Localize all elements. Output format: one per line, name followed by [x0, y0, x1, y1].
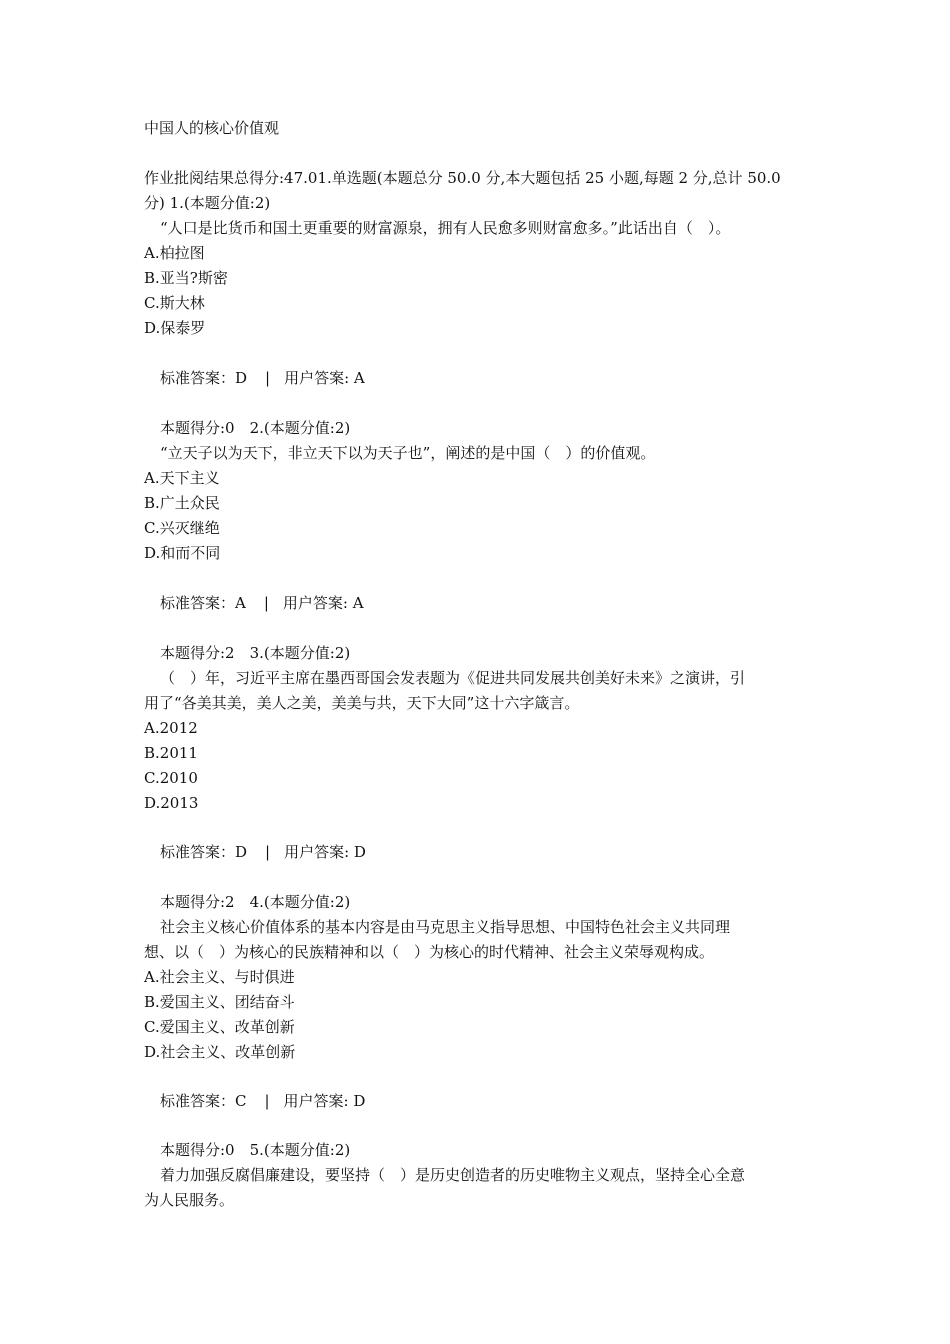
q4-user-answer: 用户答案: D	[283, 1092, 366, 1110]
q1-standard-answer: 标准答案：D	[160, 369, 248, 387]
q4-option-c: C.爱国主义、改革创新	[144, 1018, 295, 1036]
q3-score-line: 本题得分:2 4.(本题分值:2)	[160, 893, 351, 911]
q1-stem: “人口是比货币和国土更重要的财富源泉，拥有人民愈多则财富愈多。”此话出自（ ）。	[160, 219, 731, 237]
q3-option-c: C.2010	[144, 769, 198, 787]
q3-answer-line	[144, 842, 366, 862]
q4-option-d: D.社会主义、改革创新	[144, 1043, 296, 1061]
q2-stem: “立天子以为天下，非立天下以为天子也”，阐述的是中国（ ）的价值观。	[160, 444, 656, 462]
q1-score-line: 本题得分:0 2.(本题分值:2)	[160, 419, 351, 437]
q2-score-line: 本题得分:2 3.(本题分值:2)	[160, 644, 351, 662]
q1-option-c: C.斯大林	[144, 294, 205, 312]
result-summary-line-1: 作业批阅结果总得分:47.01.单选题(本题总分 50.0 分,本大题包括 25 小题,每题 2 分,总计 50.0	[144, 169, 781, 187]
q4-option-a: A.社会主义、与时俱进	[144, 968, 295, 986]
q3-stem-line-1: （ ）年，习近平主席在墨西哥国会发表题为《促进共同发展共创美好未来》之演讲，引	[160, 669, 746, 687]
q2-option-a: A.天下主义	[144, 469, 220, 487]
q2-standard-answer: 标准答案：A	[160, 594, 246, 612]
q1-option-d: D.保泰罗	[144, 319, 206, 337]
q5-stem-line-1: 着力加强反腐倡廉建设，要坚持（ ）是历史创造者的历史唯物主义观点，坚持全心全意	[160, 1166, 746, 1184]
q4-stem-line-2: 想、以（ ）为核心的民族精神和以（ ）为核心的时代精神、社会主义荣辱观构成。	[144, 943, 715, 961]
q1-option-a: A.柏拉图	[144, 244, 205, 262]
q2-user-answer: 用户答案: A	[282, 594, 364, 612]
answer-separator: |	[264, 1092, 270, 1110]
answer-separator: |	[263, 594, 269, 612]
answer-separator: |	[265, 843, 271, 861]
answer-separator: |	[265, 369, 271, 387]
q1-user-answer: 用户答案: A	[284, 369, 365, 387]
document-title: 中国人的核心价值观	[144, 119, 280, 137]
q4-score-line: 本题得分:0 5.(本题分值:2)	[160, 1141, 351, 1159]
q3-option-b: B.2011	[144, 744, 198, 762]
q4-option-b: B.爱国主义、团结奋斗	[144, 993, 295, 1011]
q2-option-b: B.广土众民	[144, 494, 220, 512]
q3-option-d: D.2013	[144, 794, 199, 812]
result-summary-line-2: 分) 1.(本题分值:2)	[144, 194, 271, 212]
q4-answer-line	[144, 1091, 365, 1111]
q2-option-c: C.兴灭继绝	[144, 519, 220, 537]
q1-answer-line	[144, 368, 365, 388]
q3-stem-line-2: 用了“各美其美，美人之美，美美与共，天下大同”这十六字箴言。	[144, 694, 580, 712]
q3-user-answer: 用户答案: D	[284, 843, 366, 861]
q5-stem-line-2: 为人民服务。	[144, 1191, 235, 1209]
q4-stem-line-1: 社会主义核心价值体系的基本内容是由马克思主义指导思想、中国特色社会主义共同理	[160, 918, 731, 936]
q3-standard-answer: 标准答案：D	[160, 843, 248, 861]
q3-option-a: A.2012	[144, 719, 198, 737]
q1-option-b: B.亚当?斯密	[144, 269, 228, 287]
q4-standard-answer: 标准答案：C	[160, 1092, 247, 1110]
q2-answer-line	[144, 593, 364, 613]
q2-option-d: D.和而不同	[144, 544, 221, 562]
